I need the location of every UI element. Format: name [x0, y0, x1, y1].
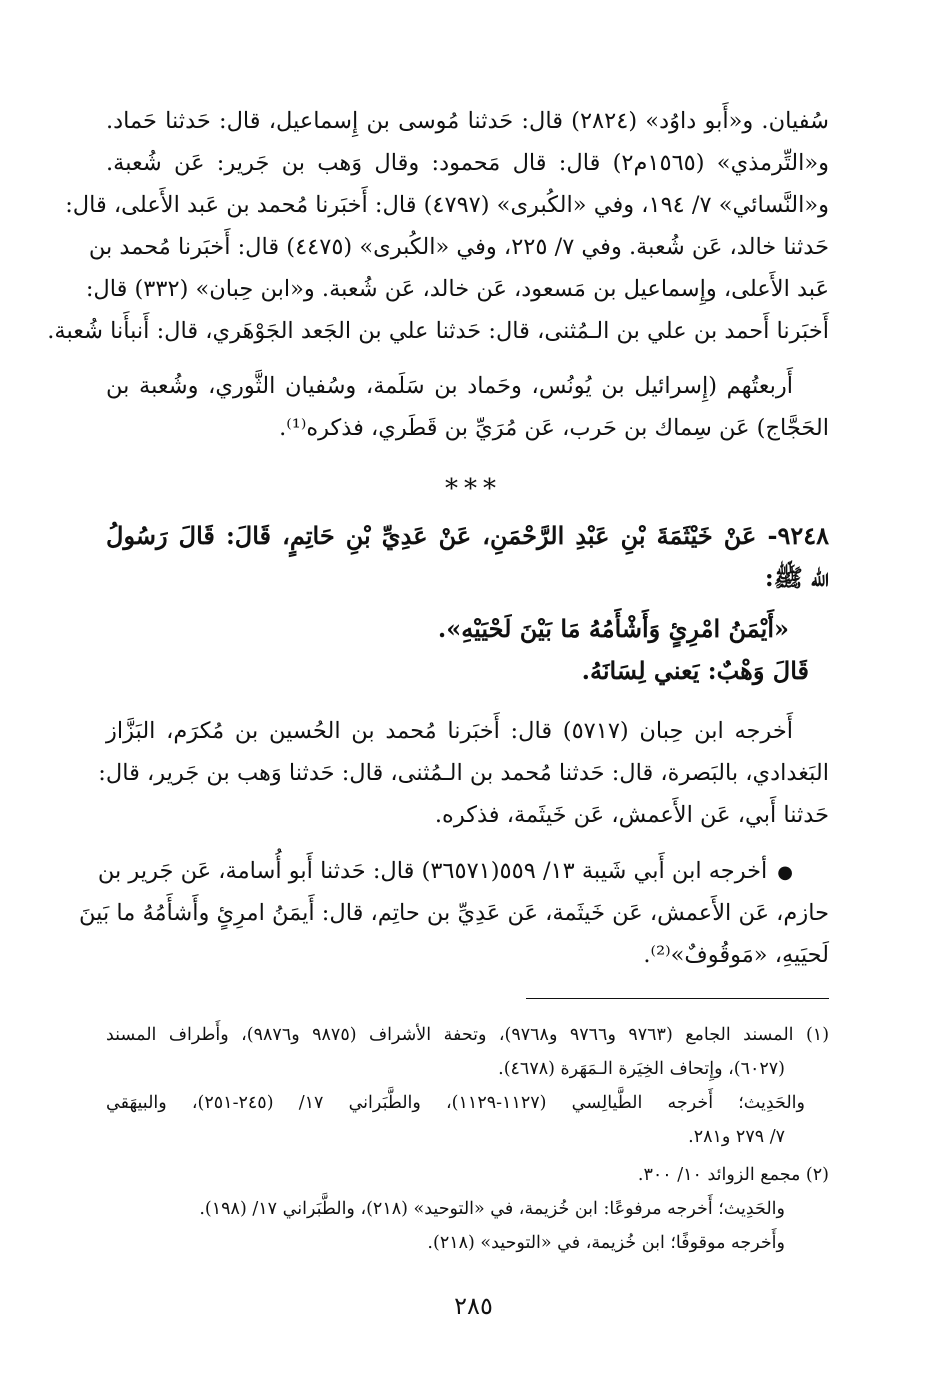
footnote-line: (٢) مجمع الزوائد ١٠/ ٣٠٠. — [637, 1165, 829, 1185]
text-line: أَخبَرنا أَحمد بن علي بن الـمُثنى، قال: حَدثنا علي بن الجَعد الجَوْهَري، قال: أَنبأَنا شُعبة. — [47, 318, 829, 344]
text-line: الحَجَّاج) عَن سِماك بن حَرب، عَن مُرَيِّ بن قَطَري، فذكره⁽¹⁾. — [279, 415, 829, 441]
page-number: ٢٨٥ — [454, 1292, 493, 1320]
text-line: حَدثنا أَبي، عَن الأَعمش، عَن خَيثَمة، فذكره. — [434, 802, 829, 828]
bullet-icon: ● — [777, 862, 793, 883]
text-line: حازم، عَن الأَعمش، عَن خَيثَمة، عَن عَدِيِّ بن حاتِم، قال: أَيمَنُ امرِئٍ وأَشأَمُهُ ما بَينَ — [79, 900, 829, 926]
mawquf-paragraph — [79, 850, 829, 976]
section-separator: *** — [445, 474, 502, 504]
text-line: عَبد الأَعلى، وإِسماعيل بن مَسعود، عَن خالد، عَن شُعبة. و«ابن حِبان» (٣٣٢) قال: — [85, 276, 829, 302]
hadith-text: «أَيْمَنُ امْرِئٍ وَأَشْأَمُهُ مَا بَيْنَ لَحْيَيْهِ». — [437, 614, 789, 643]
footnote-line: ٧/ ٢٧٩ و٢٨١. — [688, 1127, 785, 1147]
book-page — [0, 100, 947, 1385]
takhrij-paragraph-1 — [47, 100, 829, 352]
takhrij-paragraph-2 — [106, 365, 829, 449]
footnote-separator — [526, 998, 829, 999]
hadith-chain-end: الله ﷺ: — [764, 563, 829, 592]
text-line: البَغدادي، بالبَصرة، قال: حَدثنا مُحمد بن الـمُثنى، قال: حَدثنا وَهب بن جَرير، قال: — [98, 760, 829, 786]
hadith-header — [106, 515, 829, 599]
footnote-line: والحَدِيث؛ أَخرجه مرفوعًا: ابن خُزيمة، في «التوحيد» (٢١٨)، والطَّبَراني ١٧/ (١٩٨). — [199, 1199, 785, 1219]
text-line: أَربعتُهم (إِسرائيل بن يُونُس، وحَماد بن سَلَمة، وسُفيان الثَّوري، وشُعبة بن — [106, 373, 793, 399]
text-line: و«النَّسائي» ٧/ ١٩٤، وفي «الكُبرى» (٤٧٩٧) قال: أَخبَرنا مُحمد بن عَبد الأَعلى، قال: — [65, 192, 829, 218]
text-line: ●أخرجه ابن أَبي شَيبة ١٣/ ٥٥٩(٣٦٥٧١) قال: حَدثنا أَبو أُسامة، عَن جَرير بن — [97, 858, 793, 884]
footnote-line: (٦٠٢٧)، وإِتحاف الخِيَرة الـمَهَرة (٤٦٧٨). — [498, 1059, 785, 1079]
takhrij-paragraph-3 — [98, 710, 829, 836]
narrator-note: قَالَ وَهْبٌ: يَعني لِسَانَهُ. — [581, 656, 809, 685]
footnote-line: والحَدِيث؛ أَخرجه الطَّيالِسي (١١٢٧-١١٢٩)، والطَّبَراني ١٧/ (٢٤٥-٢٥١)، والبيهَقي — [106, 1093, 805, 1113]
hadith-body — [106, 608, 829, 692]
footnote-2 — [106, 1158, 829, 1260]
text-line: و«التِّرمذي» (١٥٦٥م٢) قال: قال مَحمود: وقال وَهب بن جَرير: عَن شُعبة. — [106, 150, 829, 176]
text-line: حَدثنا خالد، عَن شُعبة. وفي ٧/ ٢٢٥، وفي «الكُبرى» (٤٤٧٥) قال: أَخبَرنا مُحمد بن — [88, 234, 829, 260]
text-line: أَخرجه ابن حِبان (٥٧١٧) قال: أَخبَرنا مُحمد بن الحُسين بن مُكرَم، البَزَّاز — [106, 718, 793, 744]
footnote-line: وأَخرجه موقوفًا؛ ابن خُزيمة، في «التوحيد» (٢١٨). — [427, 1233, 785, 1253]
hadith-chain: ٩٢٤٨- عَنْ خَيْثَمَةَ بْنِ عَبْدِ الرَّحْمَنِ، عَنْ عَدِيِّ بْنِ حَاتِمٍ، قَالَ: قَالَ رَسُولُ — [106, 521, 829, 550]
footnote-line: (١) المسند الجامع (٩٧٦٣ و٩٧٦٦ و٩٧٦٨)، وتحفة الأشراف (٩٨٧٥ و٩٨٧٦)، وأَطراف المسند — [106, 1025, 830, 1045]
footnote-1 — [106, 1018, 829, 1154]
text-line: سُفيان. و«أَبو داوُد» (٢٨٢٤) قال: حَدثنا مُوسى بن إِسماعيل، قال: حَدثنا حَماد. — [106, 108, 829, 134]
text-line: لَحيَيهِ، «مَوقُوفٌ»⁽²⁾. — [643, 942, 829, 968]
